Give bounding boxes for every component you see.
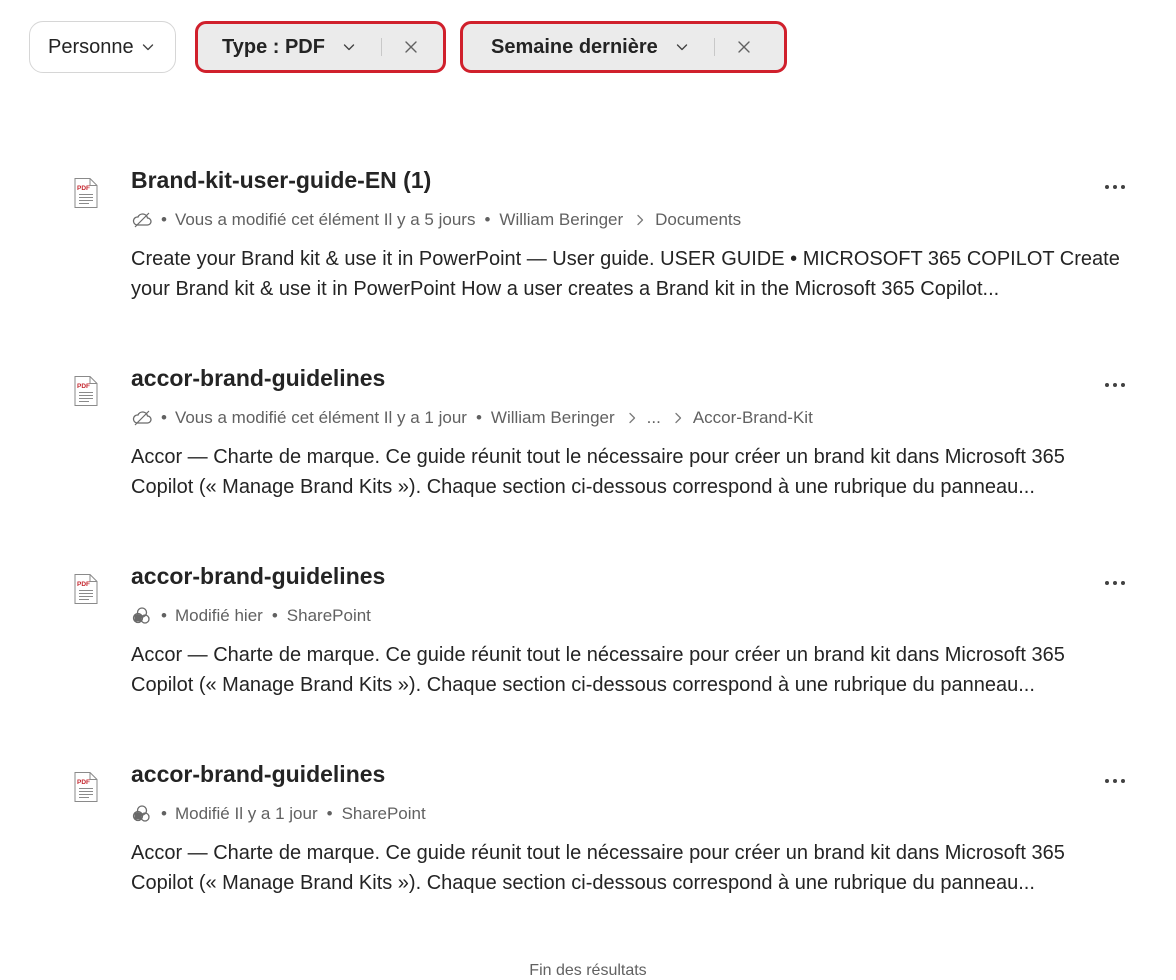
result-title[interactable]: accor-brand-guidelines bbox=[131, 761, 386, 787]
svg-text:PDF: PDF bbox=[77, 383, 90, 390]
chevron-right-icon bbox=[673, 412, 683, 424]
result-title[interactable]: accor-brand-guidelines bbox=[131, 563, 386, 589]
result-meta bbox=[131, 406, 813, 430]
result-snippet: Accor — Charte de marque. Ce guide réunit tout le nécessaire pour créer un brand kit dans Microsoft 365 Copilot (« Manage Brand Kits »). Chaque section ci-dessous correspond à une rubrique du panneau... bbox=[131, 644, 1065, 696]
modified-text: Vous a modifié cet élément Il y a 5 jours bbox=[174, 210, 476, 229]
result-meta bbox=[131, 208, 741, 232]
modified-text: Vous a modifié cet élément Il y a 1 jour bbox=[174, 408, 467, 427]
separator-dot: • bbox=[161, 804, 167, 823]
sharepoint-icon bbox=[131, 804, 153, 824]
result-item[interactable] bbox=[0, 754, 1176, 914]
location-link[interactable]: SharePoint bbox=[286, 606, 371, 625]
chevron-down-icon[interactable] bbox=[343, 41, 355, 53]
breadcrumb-item[interactable]: Accor-Brand-Kit bbox=[692, 408, 813, 427]
author-link[interactable]: William Beringer bbox=[490, 408, 615, 427]
separator-dot: • bbox=[326, 804, 333, 823]
chevron-down-icon bbox=[142, 41, 154, 53]
separator-dot: • bbox=[161, 408, 167, 427]
cloud-icon bbox=[131, 210, 153, 230]
chip-divider bbox=[381, 38, 382, 56]
svg-text:PDF: PDF bbox=[77, 581, 90, 588]
svg-text:PDF: PDF bbox=[77, 779, 90, 786]
modified-text: Modifié Il y a 1 jour bbox=[174, 804, 318, 823]
close-icon[interactable] bbox=[737, 40, 751, 54]
result-title[interactable]: accor-brand-guidelines bbox=[131, 365, 386, 391]
pdf-file-icon bbox=[73, 573, 99, 605]
svg-text:PDF: PDF bbox=[77, 185, 90, 192]
separator-dot: • bbox=[271, 606, 278, 625]
location-link[interactable]: SharePoint bbox=[341, 804, 426, 823]
chevron-down-icon[interactable] bbox=[676, 41, 688, 53]
result-snippet: Accor — Charte de marque. Ce guide réunit tout le nécessaire pour créer un brand kit dans Microsoft 365 Copilot (« Manage Brand Kits »). Chaque section ci-dessous correspond à une rubrique du panneau... bbox=[131, 842, 1065, 894]
date-filter-label: Semaine dernière bbox=[491, 35, 658, 58]
pdf-file-icon bbox=[73, 771, 99, 803]
result-snippet: Create your Brand kit & use it in PowerPoint — User guide. USER GUIDE • MICROSOFT 365 COPILOT Create your Brand kit & use it in PowerPoint How a user creates a Brand kit in the Microsoft 365 Copilot... bbox=[131, 248, 1120, 300]
close-icon[interactable] bbox=[404, 40, 418, 54]
more-options-icon[interactable] bbox=[1102, 372, 1128, 398]
type-filter-chip[interactable] bbox=[195, 21, 446, 73]
chip-divider bbox=[714, 38, 715, 56]
author-link[interactable]: William Beringer bbox=[499, 210, 624, 229]
type-filter-label: Type : PDF bbox=[222, 35, 325, 58]
date-filter-chip[interactable] bbox=[460, 21, 787, 73]
separator-dot: • bbox=[484, 210, 491, 229]
result-snippet: Accor — Charte de marque. Ce guide réunit tout le nécessaire pour créer un brand kit dans Microsoft 365 Copilot (« Manage Brand Kits »). Chaque section ci-dessous correspond à une rubrique du panneau... bbox=[131, 446, 1065, 498]
more-options-icon[interactable] bbox=[1102, 174, 1128, 200]
result-meta bbox=[131, 604, 371, 628]
separator-dot: • bbox=[161, 210, 167, 229]
end-of-results-text: Fin des résultats bbox=[529, 962, 647, 979]
result-item[interactable] bbox=[0, 556, 1176, 716]
result-item[interactable] bbox=[0, 358, 1176, 518]
separator-dot: • bbox=[475, 408, 482, 427]
chevron-right-icon bbox=[635, 214, 645, 226]
cloud-icon bbox=[131, 408, 153, 428]
result-title[interactable]: Brand-kit-user-guide-EN (1) bbox=[131, 167, 432, 193]
pdf-file-icon bbox=[73, 375, 99, 407]
breadcrumb-item[interactable]: Documents bbox=[655, 210, 742, 229]
result-meta bbox=[131, 802, 426, 826]
sharepoint-icon bbox=[131, 606, 153, 626]
pdf-file-icon bbox=[73, 177, 99, 209]
separator-dot: • bbox=[161, 606, 167, 625]
breadcrumb-ellipsis[interactable]: ... bbox=[646, 408, 661, 427]
more-options-icon[interactable] bbox=[1102, 768, 1128, 794]
result-item[interactable] bbox=[0, 160, 1176, 320]
modified-text: Modifié hier bbox=[174, 606, 263, 625]
person-filter-dropdown[interactable] bbox=[29, 21, 176, 73]
chevron-right-icon bbox=[627, 412, 637, 424]
person-filter-label: Personne bbox=[48, 35, 134, 58]
more-options-icon[interactable] bbox=[1102, 570, 1128, 596]
